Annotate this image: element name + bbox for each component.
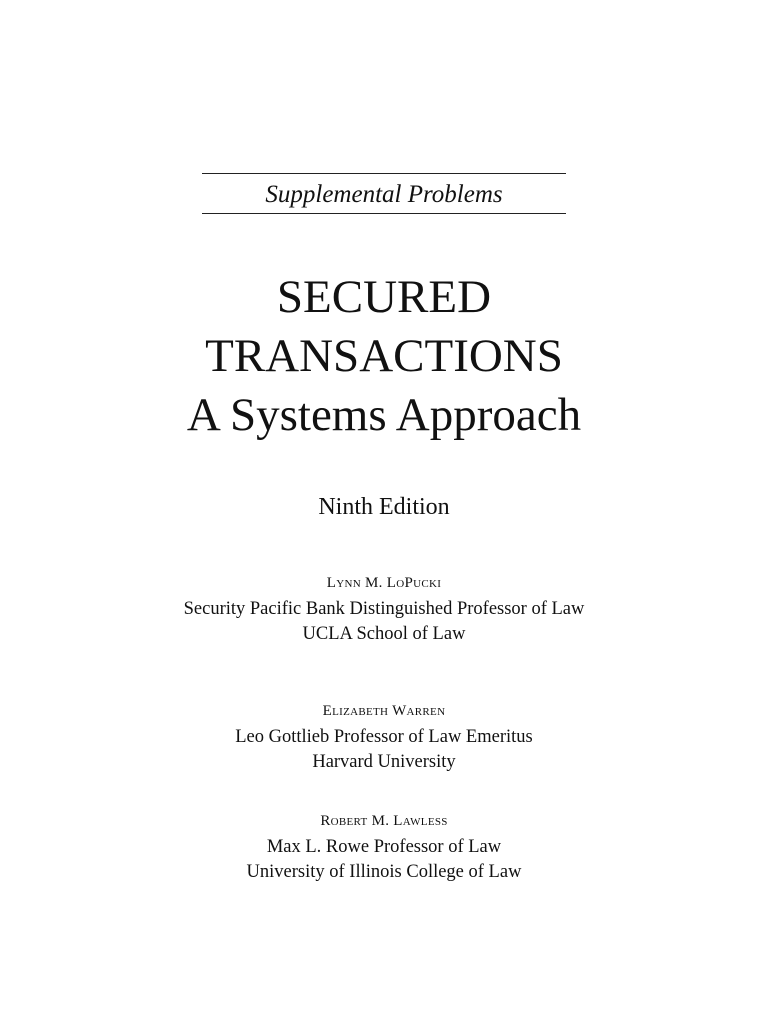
author-block [0, 572, 768, 647]
author-institution: University of Illinois College of Law [246, 862, 522, 882]
subtitle: Supplemental Problems [265, 181, 503, 208]
edition: Ninth Edition [318, 494, 450, 520]
author-name: Elizabeth Warren [322, 703, 446, 719]
title-line-1: SECURED [276, 271, 492, 323]
subtitle-bottom-rule [202, 213, 566, 214]
author-name: Robert M. Lawless [320, 813, 448, 829]
author-position: Leo Gottlieb Professor of Law Emeritus [235, 727, 533, 747]
author-block [0, 700, 768, 775]
author-institution: UCLA School of Law [302, 624, 466, 644]
author-position: Max L. Rowe Professor of Law [266, 837, 502, 857]
subtitle-top-rule [202, 173, 566, 174]
title-line-2: TRANSACTIONS [205, 330, 563, 382]
title-line-3: A Systems Approach [186, 389, 582, 441]
author-name: Lynn M. LoPucki [326, 575, 442, 591]
author-institution: Harvard University [312, 752, 456, 772]
book-title [0, 268, 768, 445]
author-position: Security Pacific Bank Distinguished Professor of Law [183, 599, 585, 619]
author-block [0, 810, 768, 885]
